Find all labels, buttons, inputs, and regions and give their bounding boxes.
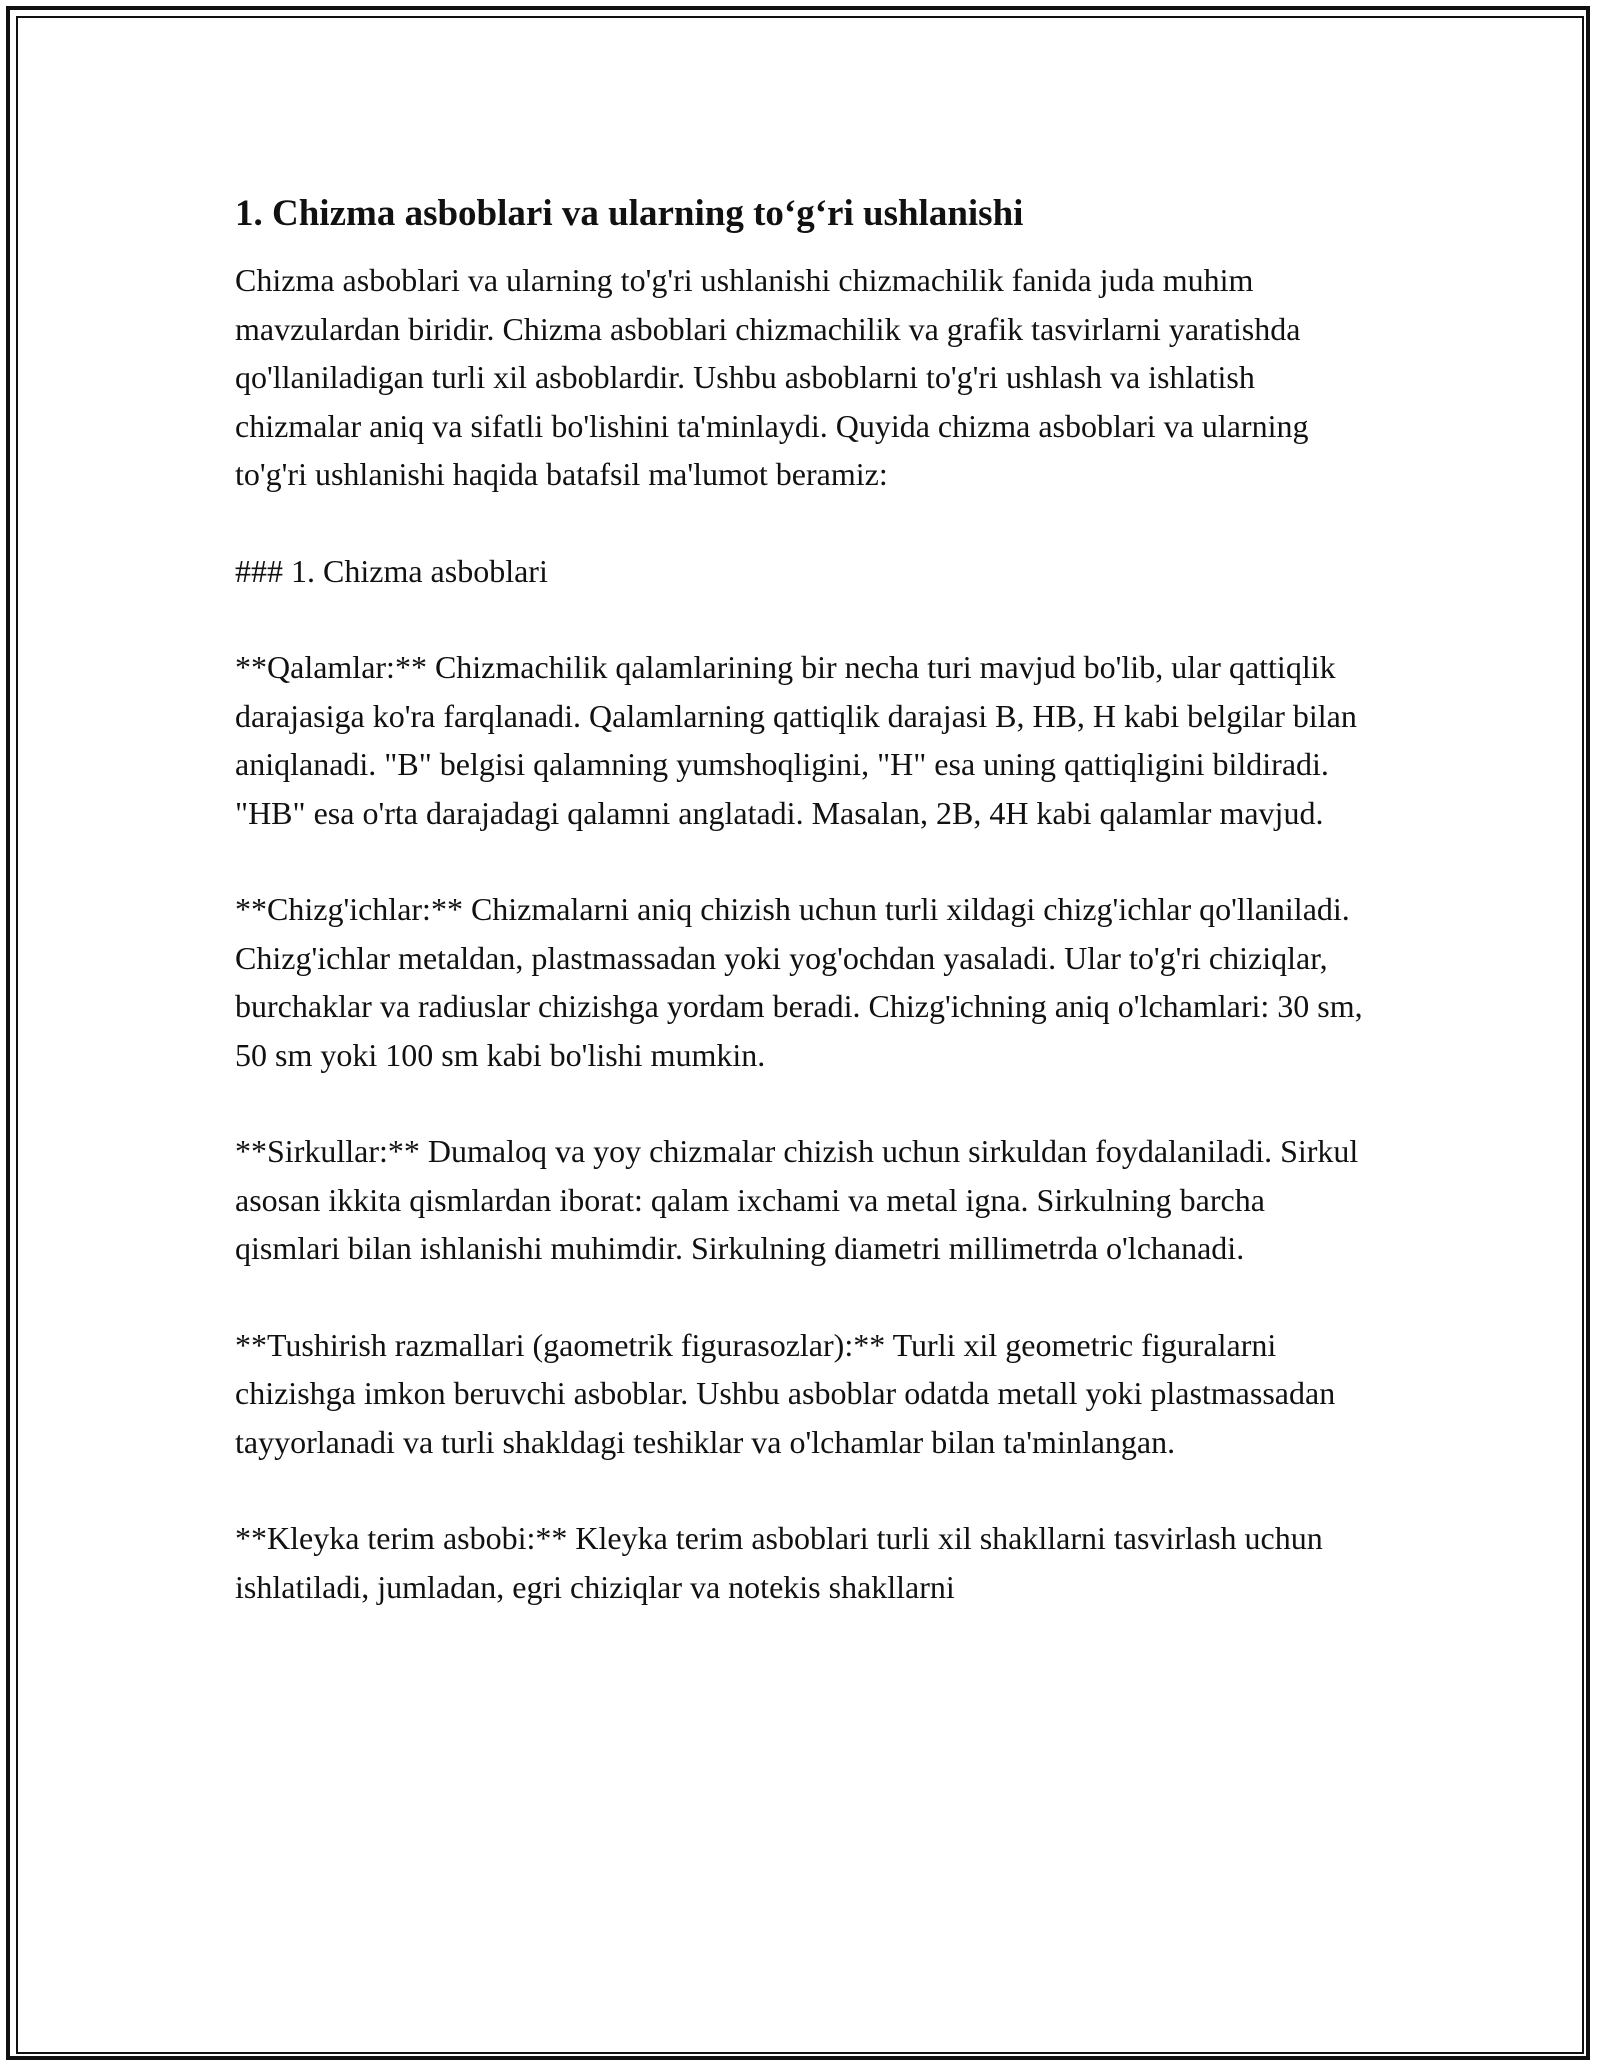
paragraph-sirkullar: **Sirkullar:** Dumaloq va yoy chizmalar chizish uchun sirkuldan foydalaniladi. Sirkul asosan ikkita qismlardan iborat: qalam ixchami va metal igna. Sirkulning barcha qismlari bilan ishlanishi muhimdir. Sirkulning diametri millimetrda o'lchanadi.: [235, 1133, 1367, 1266]
paragraph-qalamlar: **Qalamlar:** Chizmachilik qalamlarining bir necha turi mavjud bo'lib, ular qattiqlik darajasiga ko'ra farqlanadi. Qalamlarning qattiqlik darajasi B, HB, H kabi belgilar bilan aniqlanadi. "B" belgisi qalamning yumshoqligini, "H" esa uning qattiqligini bildiradi. "HB" esa o'rta darajadagi qalamni anglatadi. Masalan, 2B, 4H kabi qalamlar mavjud.: [235, 649, 1365, 831]
paragraph-tushirish-razmallari: **Tushirish razmallari (gaometrik figurasozlar):** Turli xil geometric figuralarni chizishga imkon beruvchi asboblar. Ushbu asboblar odatda metall yoki plastmassadan tayyorlanadi va turli shakldagi teshiklar va o'lchamlar bilan ta'minlangan.: [235, 1326, 1344, 1460]
document-body: [235, 186, 1375, 1611]
paragraph-intro: Chizma asboblari va ularning to'g'ri ushlanishi chizmachilik fanida juda muhim mavzulardan biridir. Chizma asboblari chizmachilik va grafik tasvirlarni yaratishda qo'llaniladigan turli xil asboblardir. Ushbu asboblarni to'g'ri ushlash va ishlatish chizmalar aniq va sifatli bo'lishini ta'minlaydi. Quyida chizma asboblari va ularning to'g'ri ushlanishi haqida batafsil ma'lumot beramiz:: [235, 262, 1317, 492]
paragraph-kleyka-terim: **Kleyka terim asbobi:** Kleyka terim asboblari turli xil shakllarni tasvirlash uchun ishlatiladi, jumladan, egri chiziqlar va notekis shakllarni: [235, 1520, 1331, 1605]
paragraph-chizgichlar: **Chizg'ichlar:** Chizmalarni aniq chizish uchun turli xildagi chizg'ichlar qo'llaniladi. Chizg'ichlar metaldan, plastmassadan yoki yog'ochdan yasaladi. Ular to'g'ri chiziqlar, burchaklar va radiuslar chizishga yordam beradi. Chizg'ichning aniq o'lchamlari: 30 sm, 50 sm yoki 100 sm kabi bo'lishi mumkin.: [235, 891, 1371, 1073]
paragraph-subheading: ### 1. Chizma asboblari: [235, 552, 548, 589]
section-heading: 1. Chizma asboblari va ularning to‘g‘ri ushlanishi: [235, 193, 1024, 234]
